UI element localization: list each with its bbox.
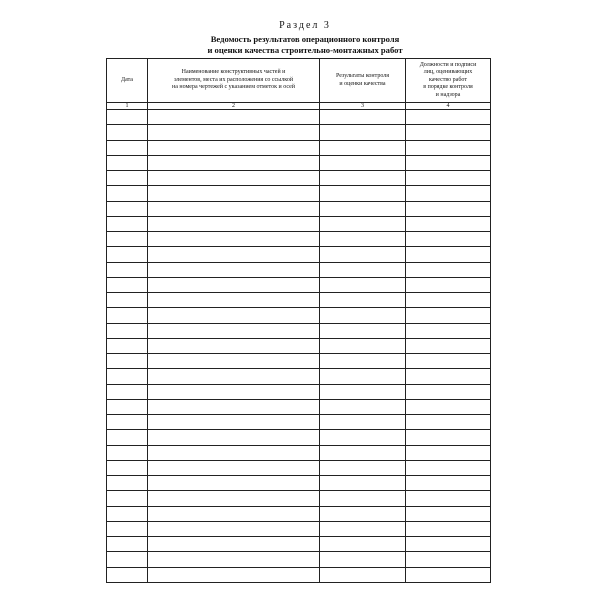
table-cell [406, 277, 491, 292]
table-cell [148, 506, 320, 521]
table-cell [107, 186, 148, 201]
table-cell [148, 415, 320, 430]
table-cell [406, 216, 491, 231]
table-cell [406, 552, 491, 567]
table-cell [148, 308, 320, 323]
table-row [107, 308, 491, 323]
table-row [107, 262, 491, 277]
table-cell [107, 521, 148, 536]
table-cell [406, 506, 491, 521]
table-cell [406, 567, 491, 582]
table-cell [148, 216, 320, 231]
table-row [107, 186, 491, 201]
table-cell [320, 399, 406, 414]
table-cell [406, 293, 491, 308]
table-cell [148, 567, 320, 582]
table-row [107, 460, 491, 475]
table-cell [148, 293, 320, 308]
table-cell [320, 552, 406, 567]
table-row [107, 125, 491, 140]
table-cell [406, 155, 491, 170]
table-cell [320, 521, 406, 536]
table-cell [107, 430, 148, 445]
table-row [107, 384, 491, 399]
table-row [107, 155, 491, 170]
table-row [107, 293, 491, 308]
table-cell [320, 125, 406, 140]
table-cell [406, 171, 491, 186]
table-cell [107, 384, 148, 399]
table-cell [320, 216, 406, 231]
table-row [107, 430, 491, 445]
table-cell [107, 140, 148, 155]
table-cell [107, 460, 148, 475]
table-cell [107, 323, 148, 338]
column-header-results: Результаты контроля и оценки качества [320, 59, 406, 103]
table-cell [107, 354, 148, 369]
table-cell [406, 354, 491, 369]
section-title: Раздел 3 [279, 20, 331, 31]
table-cell [320, 338, 406, 353]
table-cell [406, 110, 491, 125]
table-cell [406, 140, 491, 155]
table-cell [107, 155, 148, 170]
table-cell [107, 476, 148, 491]
table-cell [406, 201, 491, 216]
table-cell [320, 491, 406, 506]
table-cell [107, 537, 148, 552]
table-cell [107, 506, 148, 521]
table-row [107, 521, 491, 536]
table-cell [406, 232, 491, 247]
table-cell [406, 415, 491, 430]
table-row [107, 476, 491, 491]
table-row [107, 323, 491, 338]
table-cell [148, 247, 320, 262]
table-cell [320, 110, 406, 125]
table-cell [107, 369, 148, 384]
table-cell [107, 293, 148, 308]
table-cell [148, 171, 320, 186]
table-cell [406, 384, 491, 399]
table-row [107, 247, 491, 262]
table-row [107, 140, 491, 155]
table-cell [107, 399, 148, 414]
table-cell [148, 338, 320, 353]
table-cell [406, 323, 491, 338]
table-cell [406, 476, 491, 491]
table-cell [148, 262, 320, 277]
table-cell [406, 430, 491, 445]
table-cell [320, 293, 406, 308]
table-cell [320, 567, 406, 582]
table-cell [406, 521, 491, 536]
column-number: 3 [320, 103, 406, 110]
table-row [107, 415, 491, 430]
column-number: 2 [148, 103, 320, 110]
table-row [107, 354, 491, 369]
table-cell [107, 491, 148, 506]
column-header-elements: Наименование конструктивных частей и элементов, места их расположения со ссылкой на номера чертежей с указанием отметок и осей [148, 59, 320, 103]
table-cell [107, 552, 148, 567]
table-cell [320, 537, 406, 552]
table-cell [406, 308, 491, 323]
document-title-line-2: и оценки качества строительно-монтажных работ [207, 45, 403, 55]
table-row [107, 369, 491, 384]
table-cell [107, 338, 148, 353]
table-cell [406, 399, 491, 414]
table-cell [148, 354, 320, 369]
column-number: 4 [406, 103, 491, 110]
table-cell [107, 110, 148, 125]
table-cell [148, 155, 320, 170]
table-row [107, 491, 491, 506]
table-cell [406, 369, 491, 384]
table-cell [406, 491, 491, 506]
table-row [107, 216, 491, 231]
column-number: 1 [107, 103, 148, 110]
table-cell [148, 430, 320, 445]
table-cell [148, 460, 320, 475]
table-cell [320, 247, 406, 262]
table-row [107, 171, 491, 186]
table-cell [320, 201, 406, 216]
table-row [107, 537, 491, 552]
table-cell [148, 445, 320, 460]
table-cell [107, 567, 148, 582]
table-cell [320, 384, 406, 399]
table-cell [107, 201, 148, 216]
table-body [107, 110, 491, 583]
table-cell [148, 369, 320, 384]
table-row [107, 552, 491, 567]
table-cell [320, 155, 406, 170]
table-cell [406, 186, 491, 201]
table-cell [107, 125, 148, 140]
table-cell [320, 369, 406, 384]
table-cell [320, 262, 406, 277]
table-cell [320, 476, 406, 491]
table-cell [148, 537, 320, 552]
table-row [107, 399, 491, 414]
column-header-date: Дата [107, 59, 148, 103]
table-cell [320, 277, 406, 292]
table-cell [148, 232, 320, 247]
table-cell [107, 171, 148, 186]
table-cell [406, 125, 491, 140]
table-row [107, 445, 491, 460]
table-cell [406, 262, 491, 277]
table-cell [107, 277, 148, 292]
table-cell [148, 399, 320, 414]
table-cell [107, 216, 148, 231]
table-cell [148, 521, 320, 536]
table-cell [406, 338, 491, 353]
control-results-table [106, 58, 491, 583]
table-row [107, 567, 491, 582]
table-cell [406, 537, 491, 552]
table-cell [107, 247, 148, 262]
table-cell [320, 232, 406, 247]
table-cell [320, 323, 406, 338]
table-cell [406, 445, 491, 460]
table-cell [320, 460, 406, 475]
table-cell [406, 247, 491, 262]
table-cell [107, 262, 148, 277]
table-row [107, 201, 491, 216]
table-cell [320, 415, 406, 430]
table-cell [320, 445, 406, 460]
table-cell [148, 552, 320, 567]
table-row [107, 232, 491, 247]
table-cell [320, 430, 406, 445]
table-cell [107, 415, 148, 430]
table-cell [320, 186, 406, 201]
table-cell [148, 201, 320, 216]
table-cell [320, 171, 406, 186]
table-cell [148, 476, 320, 491]
table-row [107, 277, 491, 292]
table-cell [107, 308, 148, 323]
table-cell [148, 140, 320, 155]
table-cell [107, 445, 148, 460]
table-cell [148, 277, 320, 292]
table-cell [320, 506, 406, 521]
column-header-signatures: Должности и подписи лиц, оценивающих качество работ в порядке контроля и надзора [406, 59, 491, 103]
table-row [107, 506, 491, 521]
table-cell [148, 491, 320, 506]
table-cell [148, 110, 320, 125]
document-title-line-1: Ведомость результатов операционного контроля [210, 34, 400, 44]
table-cell [148, 125, 320, 140]
table-cell [107, 232, 148, 247]
table-row [107, 110, 491, 125]
table-cell [148, 323, 320, 338]
table-cell [320, 308, 406, 323]
table-cell [406, 460, 491, 475]
table-cell [148, 384, 320, 399]
table-cell [320, 354, 406, 369]
table-cell [148, 186, 320, 201]
table-cell [320, 140, 406, 155]
table-row [107, 338, 491, 353]
